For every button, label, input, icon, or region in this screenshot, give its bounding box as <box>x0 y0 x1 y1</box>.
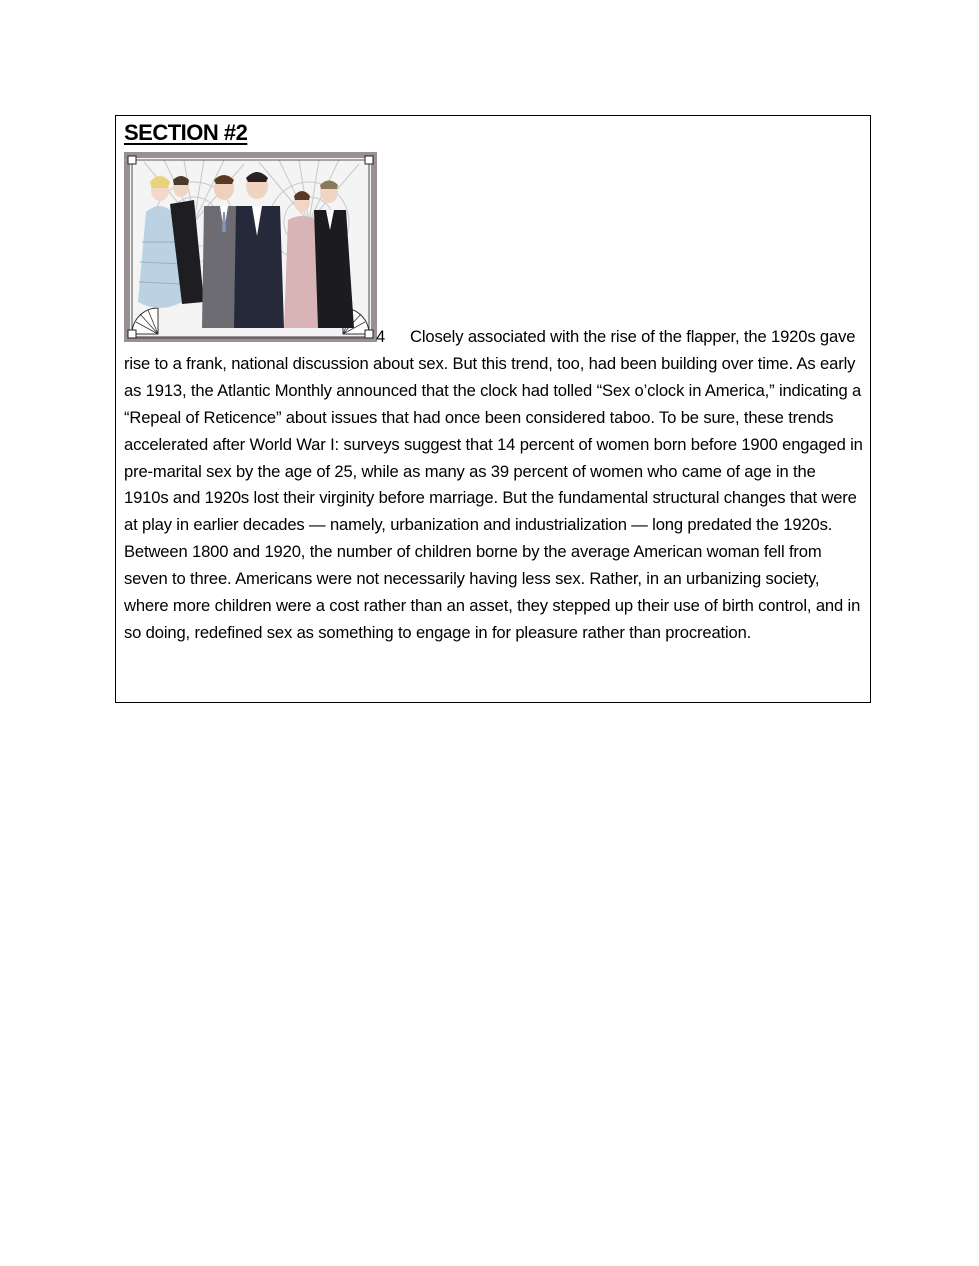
section-title: SECTION #2 <box>124 120 248 145</box>
footnote-number: 4 <box>376 327 386 346</box>
section-box <box>115 115 871 703</box>
section-paragraph <box>124 322 864 647</box>
art-deco-party-illustration <box>124 152 377 342</box>
illustration-spacer <box>124 322 376 342</box>
paragraph-text: Closely associated with the rise of the flapper, the 1920s gave rise to a frank, national discussion about sex. But this trend, too, had been building over time. As early as 1913, the Atlantic Monthly announced that the clock had tolled “Sex o’clock in America,” indicating a “Repeal of Reticence” about issues that had once been considered taboo. To be sure, these trends accelerated after World War I: surveys suggest that 14 percent of women born before 1900 engaged in pre-marital sex by the age of 25, while as many as 39 percent of women who came of age in the 1910s and 1920s lost their virginity before marriage. But the fundamental structural changes that were at play in earlier decades — namely, urbanization and industrialization — long predated the 1920s. Between 1800 and 1920, the number of children borne by the average American woman fell from seven to three. Americans were not necessarily having less sex. Rather, in an urbanizing society, where more children were a cost rather than an asset, they stepped up their use of birth control, and in so doing, redefined sex as something to engage in for pleasure rather than procreation. <box>124 327 863 642</box>
